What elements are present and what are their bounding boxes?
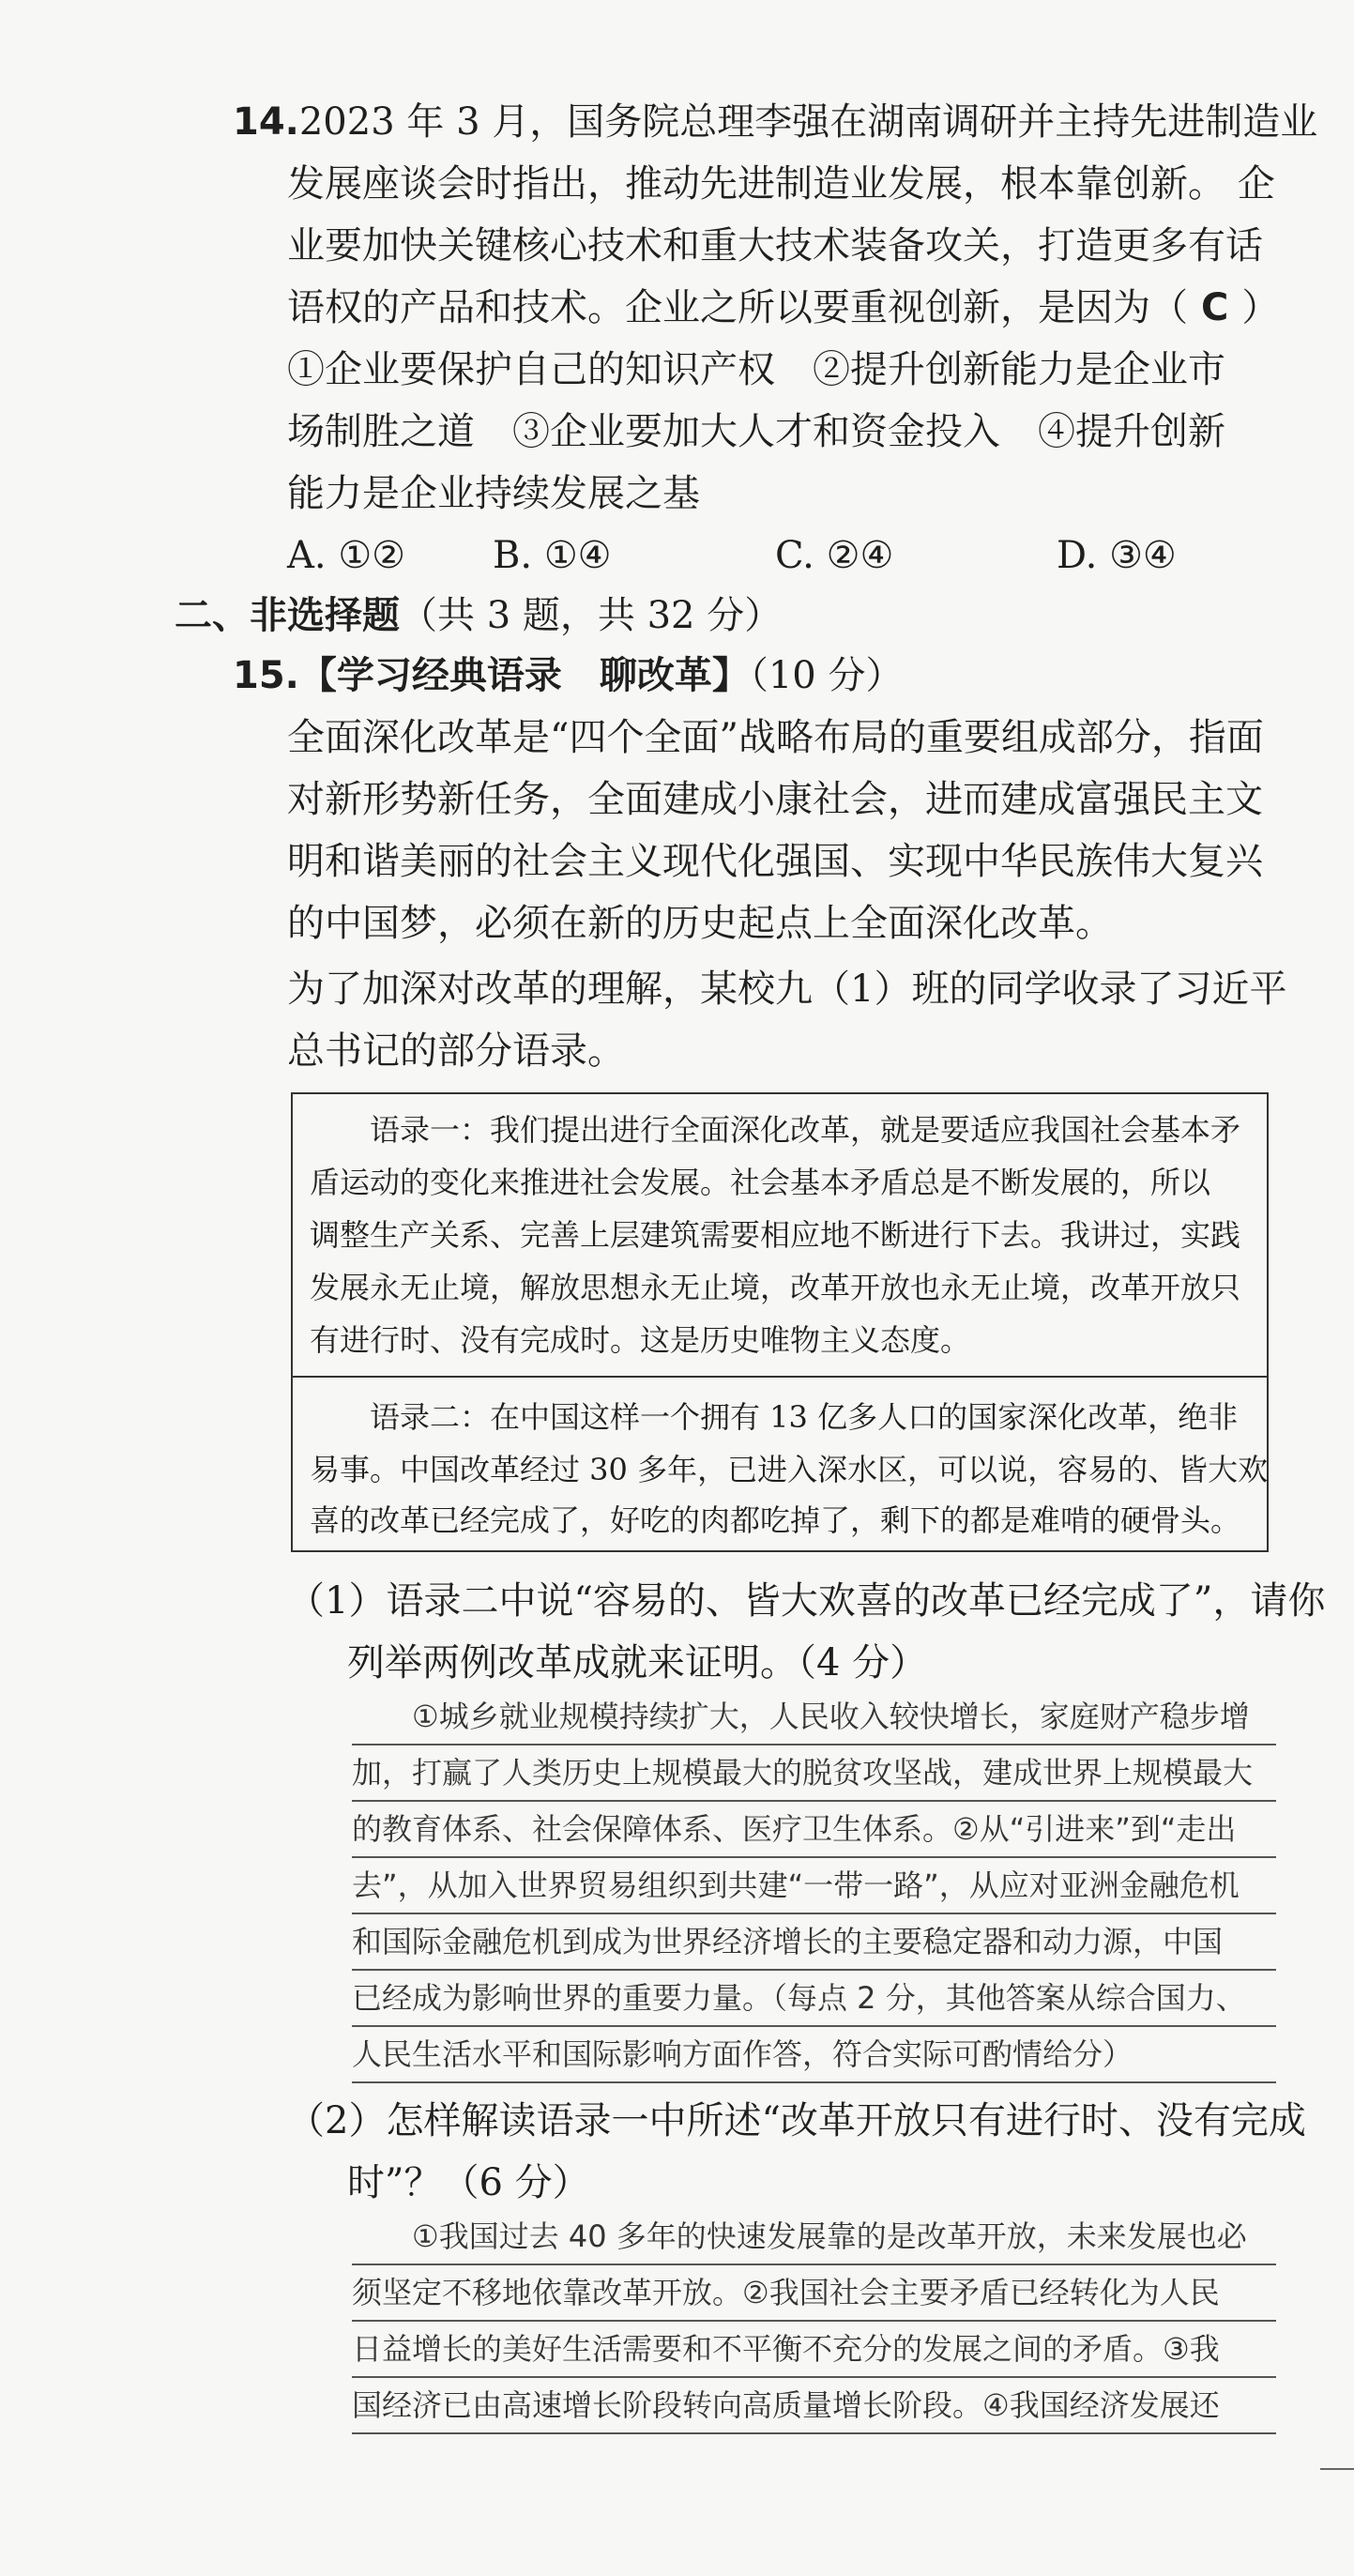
- quote1-line-1: 语录一：我们提出进行全面深化改革，就是要适应我国社会基本矛: [310, 1112, 1241, 1148]
- sub2-line-1: （2）怎样解读语录一中所述“改革开放只有进行时、没有完成: [287, 2099, 1306, 2142]
- q15-intro-4: 的中国梦，必须在新的历史起点上全面深化改革。: [287, 902, 1113, 945]
- sub1-line-2: 列举两例改革成就来证明。（4 分）: [347, 1641, 928, 1684]
- answer2-line: 日益增长的美好生活需要和不平衡不充分的发展之间的矛盾。③我: [352, 2322, 1276, 2378]
- quote-divider: [293, 1376, 1267, 1378]
- answer1-line: 加，打赢了人类历史上规模最大的脱贫攻坚战，建成世界上规模最大: [352, 1745, 1276, 1802]
- q14-line-1: 14.2023 年 3 月，国务院总理李强在湖南调研并主持先进制造业: [233, 100, 1318, 144]
- quote1-line-2: 盾运动的变化来推进社会发展。社会基本矛盾总是不断发展的，所以: [310, 1165, 1211, 1200]
- q14-line-5: ①企业要保护自己的知识产权 ②提升创新能力是企业市: [287, 348, 1225, 391]
- q14-option-d: D. ③④: [1057, 534, 1177, 577]
- answer1-line: 人民生活水平和国际影响方面作答，符合实际可酌情给分）: [352, 2027, 1276, 2083]
- q14-answer: C: [1201, 286, 1229, 329]
- q15-intro-3: 明和谐美丽的社会主义现代化强国、实现中华民族伟大复兴: [287, 840, 1263, 883]
- q15-intro-2: 对新形势新任务，全面建成小康社会，进而建成富强民主文: [287, 778, 1263, 821]
- sub1-line-1: （1）语录二中说“容易的、皆大欢喜的改革已经完成了”，请你: [287, 1579, 1326, 1623]
- quote2-line-1: 语录二：在中国这样一个拥有 13 亿多人口的国家深化改革，绝非: [310, 1399, 1239, 1435]
- q15-number: 15.: [233, 654, 299, 697]
- q14-number: 14.: [233, 100, 299, 144]
- answer2-line: ①我国过去 40 多年的快速发展靠的是改革开放，未来发展也必: [352, 2209, 1276, 2265]
- q14-option-c: C. ②④: [775, 534, 894, 577]
- answer1-line: 去”，从加入世界贸易组织到共建“一带一路”，从应对亚洲金融危机: [352, 1858, 1276, 1914]
- q15-intro-6: 总书记的部分语录。: [287, 1029, 625, 1073]
- q14-line-6: 场制胜之道 ③企业要加大人才和资金投入 ④提升创新: [287, 410, 1225, 453]
- q15-intro-1: 全面深化改革是“四个全面”战略布局的重要组成部分，指面: [287, 716, 1264, 759]
- q15-heading: 15.【学习经典语录 聊改革】（10 分）: [233, 654, 904, 697]
- quote1-line-3: 调整生产关系、完善上层建筑需要相应地不断进行下去。我讲过，实践: [310, 1217, 1241, 1253]
- quote-box: [291, 1092, 1269, 1552]
- quote2-line-2: 易事。中国改革经过 30 多年，已进入深水区，可以说，容易的、皆大欢: [310, 1452, 1269, 1487]
- q14-line-2: 发展座谈会时指出，推动先进制造业发展，根本靠创新。 企: [287, 162, 1275, 206]
- quote1-line-5: 有进行时、没有完成时。这是历史唯物主义态度。: [310, 1322, 971, 1358]
- answer2-line: 须坚定不移地依靠改革开放。②我国社会主要矛盾已经转化为人民: [352, 2265, 1276, 2322]
- q14-option-b: B. ①④: [493, 534, 612, 577]
- q15-intro-5: 为了加深对改革的理解，某校九（1）班的同学收录了习近平: [287, 968, 1287, 1011]
- q14-line-4: 语权的产品和技术。企业之所以要重视创新，是因为（ C ）: [287, 286, 1280, 329]
- page-edge-mark: [1320, 2468, 1354, 2470]
- answer1-line: 的教育体系、社会保障体系、医疗卫生体系。②从“引进来”到“走出: [352, 1802, 1276, 1858]
- q14-line-3: 业要加快关键核心技术和重大技术装备攻关，打造更多有话: [287, 224, 1263, 267]
- q14-option-a: A. ①②: [287, 534, 406, 577]
- section-2-heading: 二、非选择题（共 3 题，共 32 分）: [175, 594, 783, 637]
- answer2-line: 国经济已由高速增长阶段转向高质量增长阶段。④我国经济发展还: [352, 2378, 1276, 2434]
- quote1-line-4: 发展永无止境，解放思想永无止境，改革开放也永无止境，改革开放只: [310, 1270, 1241, 1305]
- answer1-line: 和国际金融危机到成为世界经济增长的主要稳定器和动力源，中国: [352, 1914, 1276, 1971]
- quote2-line-3: 喜的改革已经完成了，好吃的肉都吃掉了，剩下的都是难啃的硬骨头。: [310, 1502, 1241, 1538]
- answer1-line: ①城乡就业规模持续扩大，人民收入较快增长，家庭财产稳步增: [352, 1689, 1276, 1745]
- sub2-line-2: 时”？（6 分）: [347, 2161, 590, 2204]
- answer1-line: 已经成为影响世界的重要力量。（每点 2 分，其他答案从综合国力、: [352, 1971, 1276, 2027]
- q14-line-7: 能力是企业持续发展之基: [287, 472, 700, 515]
